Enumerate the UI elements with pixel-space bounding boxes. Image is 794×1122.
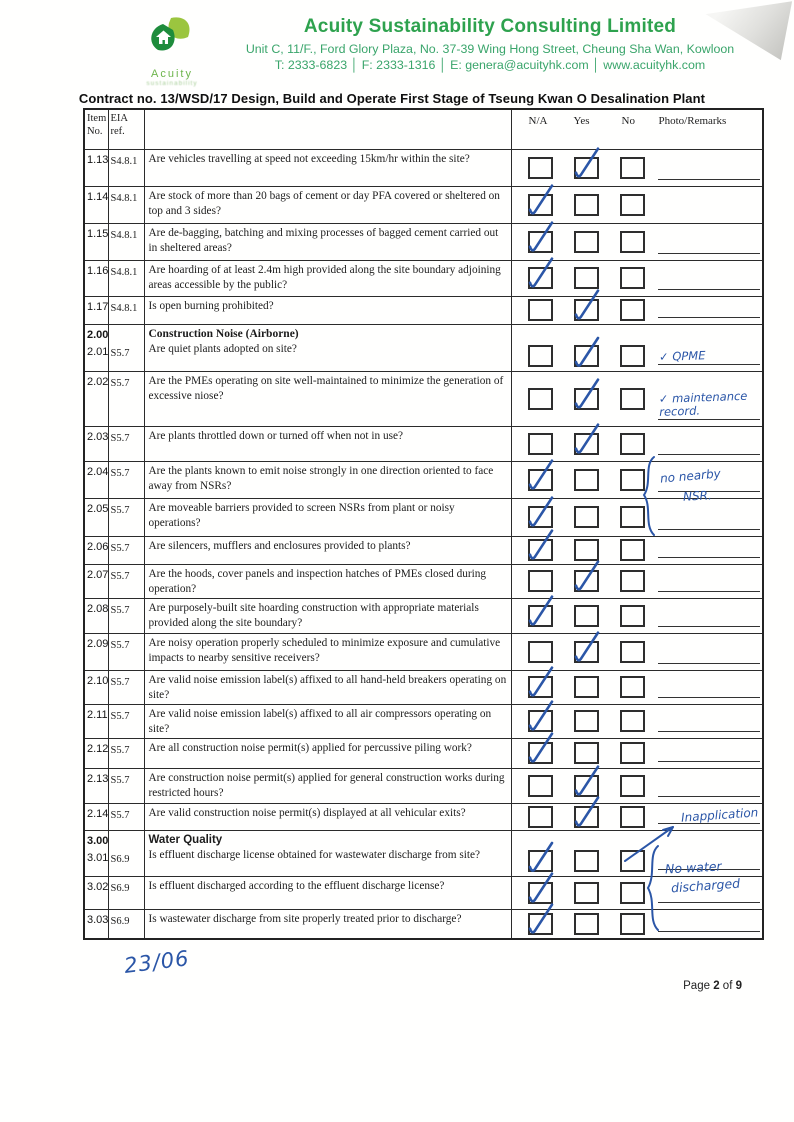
question-text: Are the PMEs operating on site well-maintained to minimize the generation of excessive niose? (148, 374, 504, 402)
company-header (232, 16, 748, 72)
question-text: Are plants throttled down or turned off when not in use? (148, 429, 404, 442)
checkbox-yes[interactable] (574, 913, 599, 935)
question-text: Are purposely-built site hoarding construction with appropriate materials provided along the site boundary? (148, 601, 479, 629)
remarks-line (658, 823, 760, 824)
leaf-logo-icon (139, 14, 205, 62)
na-column-label: N/A (528, 115, 548, 127)
table-row (84, 260, 763, 296)
item-number: 3.03 (87, 913, 109, 926)
table-row (84, 461, 763, 498)
checkbox-na[interactable] (528, 570, 553, 592)
item-number: 2.01 (87, 345, 109, 358)
checkbox-yes[interactable] (574, 605, 599, 627)
eia-ref: S6.9 (110, 853, 130, 865)
item-number: 1.14 (87, 190, 109, 203)
table-row (84, 371, 763, 426)
checkbox-yes[interactable] (574, 570, 599, 592)
checkbox-no[interactable] (620, 641, 645, 663)
eia-ref: S5.7 (110, 467, 130, 479)
item-number: 2.09 (87, 637, 109, 650)
checkbox-yes[interactable] (574, 299, 599, 321)
remarks-line (658, 663, 760, 664)
eia-ref: S5.7 (110, 676, 130, 688)
question-text: Is effluent discharged according to the effluent discharge license? (148, 879, 445, 892)
eia-ref: S4.8.1 (110, 192, 138, 204)
table-row (84, 876, 763, 909)
eia-ref: S5.7 (110, 774, 130, 786)
item-number: 3.01 (87, 851, 109, 864)
table-row (84, 598, 763, 633)
page-number: Page 2 of 9 (683, 980, 742, 992)
checkbox-na[interactable] (528, 388, 553, 410)
checkbox-no[interactable] (620, 742, 645, 764)
eia-ref: S6.9 (110, 915, 130, 927)
checkbox-na[interactable] (528, 506, 553, 528)
section-number: 2.00 (87, 328, 109, 341)
checkbox-yes[interactable] (574, 806, 599, 828)
checkbox-yes[interactable] (574, 710, 599, 732)
col-header-eia: EIA ref. (108, 109, 144, 149)
item-number: 3.02 (87, 880, 109, 893)
item-number: 2.13 (87, 772, 109, 785)
checkbox-no[interactable] (620, 850, 645, 872)
checkbox-na[interactable] (528, 775, 553, 797)
checkbox-na[interactable] (528, 806, 553, 828)
eia-ref: S5.7 (110, 604, 130, 616)
checkbox-no[interactable] (620, 710, 645, 732)
question-text: Are valid noise emission label(s) affixed to all hand-held breakers operating on site? (148, 673, 507, 701)
question-text: Are all construction noise permit(s) applied for percussive piling work? (148, 741, 472, 754)
logo-brand-text: Acuity (151, 68, 193, 80)
table-row (84, 426, 763, 461)
company-name: Acuity Sustainability Consulting Limited (303, 16, 677, 37)
checkbox-no[interactable] (620, 913, 645, 935)
remarks-line (658, 697, 760, 698)
checkbox-na[interactable] (528, 605, 553, 627)
table-row (84, 498, 763, 536)
remarks-line (658, 491, 760, 492)
eia-ref: S4.8.1 (110, 155, 138, 167)
checkbox-no[interactable] (620, 775, 645, 797)
spacer (111, 328, 144, 345)
checkbox-na[interactable] (528, 433, 553, 455)
eia-ref: S5.7 (110, 347, 130, 359)
checkbox-no[interactable] (620, 570, 645, 592)
table-row (84, 296, 763, 324)
checklist-table (83, 108, 764, 940)
question-text: Are de-bagging, batching and mixing processes of bagged cement carried out in sheltered areas? (148, 226, 499, 254)
remarks-line (658, 454, 760, 455)
remarks-line (658, 731, 760, 732)
checkbox-no[interactable] (620, 231, 645, 253)
checkbox-na[interactable] (528, 742, 553, 764)
question-text: Are hoarding of at least 2.4m high provided along the site boundary adjoining areas accessible by the public? (148, 263, 501, 291)
table-row (84, 536, 763, 564)
checkbox-na[interactable] (528, 641, 553, 663)
checkbox-yes[interactable] (574, 882, 599, 904)
remarks-line (658, 591, 760, 592)
no-water-note-line2: discharged (670, 875, 741, 896)
checkbox-na[interactable] (528, 157, 553, 179)
question-text: Are silencers, mufflers and enclosures provided to plants? (148, 539, 411, 552)
checkbox-no[interactable] (620, 539, 645, 561)
checkbox-no[interactable] (620, 882, 645, 904)
checkbox-no[interactable] (620, 433, 645, 455)
checkbox-yes[interactable] (574, 194, 599, 216)
item-number: 2.03 (87, 430, 109, 443)
table-row (84, 149, 763, 186)
checkbox-yes[interactable] (574, 231, 599, 253)
question-text: Are quiet plants adopted on site? (148, 343, 297, 355)
item-number: 2.05 (87, 502, 109, 515)
no-column-label: No (621, 115, 635, 127)
checkbox-yes[interactable] (574, 742, 599, 764)
checkbox-yes[interactable] (574, 676, 599, 698)
contract-title: Contract no. 13/WSD/17 Design, Build and Operate First Stage of Tseung Kwan O Desalination Plant (78, 91, 706, 106)
eia-ref: S4.8.1 (110, 229, 138, 241)
remarks-column-label: Photo/Remarks (658, 115, 727, 127)
eia-ref: S6.9 (110, 882, 130, 894)
col-header-question (144, 109, 511, 149)
inapplicable-note: Inapplication (680, 805, 759, 825)
remarks-line (658, 869, 760, 870)
item-number: 2.04 (87, 465, 109, 478)
checkbox-yes[interactable] (574, 388, 599, 410)
checkbox-no[interactable] (620, 469, 645, 491)
question-text: Are construction noise permit(s) applied for general construction works during restricted hours? (148, 771, 505, 799)
checkbox-yes[interactable] (574, 775, 599, 797)
item-number: 1.13 (87, 153, 109, 166)
checkbox-no[interactable] (620, 806, 645, 828)
handwritten-remark: ✓ QPME (658, 347, 706, 364)
logo-sub-text: sustainability (146, 80, 198, 87)
question-text: Are the plants known to emit noise strongly in one direction oriented to face away from NSRs? (148, 464, 494, 492)
item-number: 2.08 (87, 602, 109, 615)
remarks-line (658, 931, 760, 932)
checkbox-no[interactable] (620, 388, 645, 410)
item-number: 2.12 (87, 742, 109, 755)
eia-ref: S5.7 (110, 710, 130, 722)
checkbox-na[interactable] (528, 469, 553, 491)
checkbox-na[interactable] (528, 345, 553, 367)
remarks-line (658, 529, 760, 530)
checkbox-no[interactable] (620, 345, 645, 367)
item-number: 2.06 (87, 540, 109, 553)
nsr-note-line2: NSR. (682, 488, 713, 504)
remarks-line (658, 364, 760, 365)
company-contacts: T: 2333-6823 │ F: 2333-1316 │ E: genera@acuityhk.com │ www.acuityhk.com (274, 58, 706, 72)
checklist-rows (84, 149, 763, 939)
checkbox-yes[interactable] (574, 157, 599, 179)
eia-ref: S5.7 (110, 809, 130, 821)
checkbox-na[interactable] (528, 231, 553, 253)
eia-ref: S5.7 (110, 377, 130, 389)
eia-ref: S5.7 (110, 744, 130, 756)
company-address: Unit C, 11/F., Ford Glory Plaza, No. 37-39 Wing Hong Street, Cheung Sha Wan, Kowloon (245, 42, 735, 56)
table-row (84, 830, 763, 876)
checkbox-yes[interactable] (574, 345, 599, 367)
col-header-item: Item No. (84, 109, 108, 149)
table-row (84, 738, 763, 768)
checkbox-yes[interactable] (574, 850, 599, 872)
table-row (84, 803, 763, 830)
remarks-line (658, 796, 760, 797)
question-text: Are vehicles travelling at speed not exceeding 15km/hr within the site? (148, 152, 470, 165)
checkbox-yes[interactable] (574, 641, 599, 663)
company-logo (116, 14, 228, 87)
yes-column-label: Yes (573, 115, 590, 127)
checkbox-no[interactable] (620, 157, 645, 179)
checkbox-no[interactable] (620, 506, 645, 528)
checkbox-na[interactable] (528, 913, 553, 935)
checkbox-yes[interactable] (574, 267, 599, 289)
checkbox-na[interactable] (528, 299, 553, 321)
question-text: Are valid noise emission label(s) affixed to all air compressors operating on site? (148, 707, 492, 735)
checklist-table-wrap (83, 108, 762, 940)
item-number: 1.15 (87, 227, 109, 240)
remarks-line (658, 289, 760, 290)
item-number: 1.17 (87, 300, 109, 313)
handwritten-remark: ✓ maintenance record. (658, 388, 748, 419)
question-text: Are moveable barriers provided to screen NSRs from plant or noisy operations? (148, 501, 455, 529)
question-text: Is open burning prohibited? (148, 299, 274, 312)
checkbox-yes[interactable] (574, 433, 599, 455)
eia-ref: S4.8.1 (110, 266, 138, 278)
section-title: Water Quality (148, 833, 223, 846)
checkbox-no[interactable] (620, 299, 645, 321)
section-number: 3.00 (87, 834, 109, 847)
checkbox-yes[interactable] (574, 506, 599, 528)
checkbox-no[interactable] (620, 267, 645, 289)
table-header-row (84, 109, 763, 149)
eia-ref: S5.7 (110, 542, 130, 554)
remarks-line (658, 626, 760, 627)
table-row (84, 564, 763, 598)
table-row (84, 909, 763, 939)
handwritten-date: 23/06 (122, 946, 191, 978)
remarks-line (658, 902, 760, 903)
question-text: Are valid construction noise permit(s) displayed at all vehicular exits? (148, 806, 466, 819)
table-row (84, 633, 763, 670)
remarks-line (658, 317, 760, 318)
table-row (84, 186, 763, 223)
item-number: 2.10 (87, 674, 109, 687)
checkbox-na[interactable] (528, 194, 553, 216)
no-water-note-line1: No water (664, 858, 722, 877)
item-number: 2.14 (87, 807, 109, 820)
item-number: 2.11 (87, 708, 108, 721)
table-row (84, 768, 763, 803)
checkbox-no[interactable] (620, 605, 645, 627)
checkbox-na[interactable] (528, 539, 553, 561)
remarks-line (658, 179, 760, 180)
nsr-note-line1: no nearby (659, 466, 722, 486)
remarks-line (658, 419, 760, 420)
question-text: Is effluent discharge license obtained for wastewater discharge from site? (148, 849, 481, 861)
remarks-line (658, 253, 760, 254)
question-text: Are the hoods, cover panels and inspection hatches of PMEs closed during operation? (148, 567, 487, 595)
checkbox-no[interactable] (620, 194, 645, 216)
checkbox-na[interactable] (528, 850, 553, 872)
col-header-status (511, 109, 763, 149)
eia-ref: S5.7 (110, 639, 130, 651)
checkbox-yes[interactable] (574, 469, 599, 491)
item-number: 2.07 (87, 568, 109, 581)
table-row (84, 324, 763, 371)
item-number: 2.02 (87, 375, 109, 388)
checkbox-na[interactable] (528, 267, 553, 289)
checkbox-na[interactable] (528, 676, 553, 698)
eia-ref: S5.7 (110, 570, 130, 582)
table-row (84, 223, 763, 260)
checkbox-yes[interactable] (574, 539, 599, 561)
item-number: 1.16 (87, 264, 109, 277)
eia-ref: S4.8.1 (110, 302, 138, 314)
remarks-line (658, 761, 760, 762)
table-row (84, 670, 763, 704)
question-text: Are noisy operation properly scheduled to minimize exposure and cumulative impacts to nearby sensitive receivers? (148, 636, 501, 664)
table-row (84, 704, 763, 738)
spacer (111, 834, 144, 851)
checkbox-no[interactable] (620, 676, 645, 698)
eia-ref: S5.7 (110, 432, 130, 444)
section-title: Construction Noise (Airborne) (148, 327, 299, 340)
question-text: Is wastewater discharge from site properly treated prior to discharge? (148, 912, 462, 925)
checkbox-na[interactable] (528, 882, 553, 904)
eia-ref: S5.7 (110, 504, 130, 516)
remarks-line (658, 557, 760, 558)
question-text: Are stock of more than 20 bags of cement or day PFA covered or sheltered on top and 3 sides? (148, 189, 500, 217)
checkbox-na[interactable] (528, 710, 553, 732)
